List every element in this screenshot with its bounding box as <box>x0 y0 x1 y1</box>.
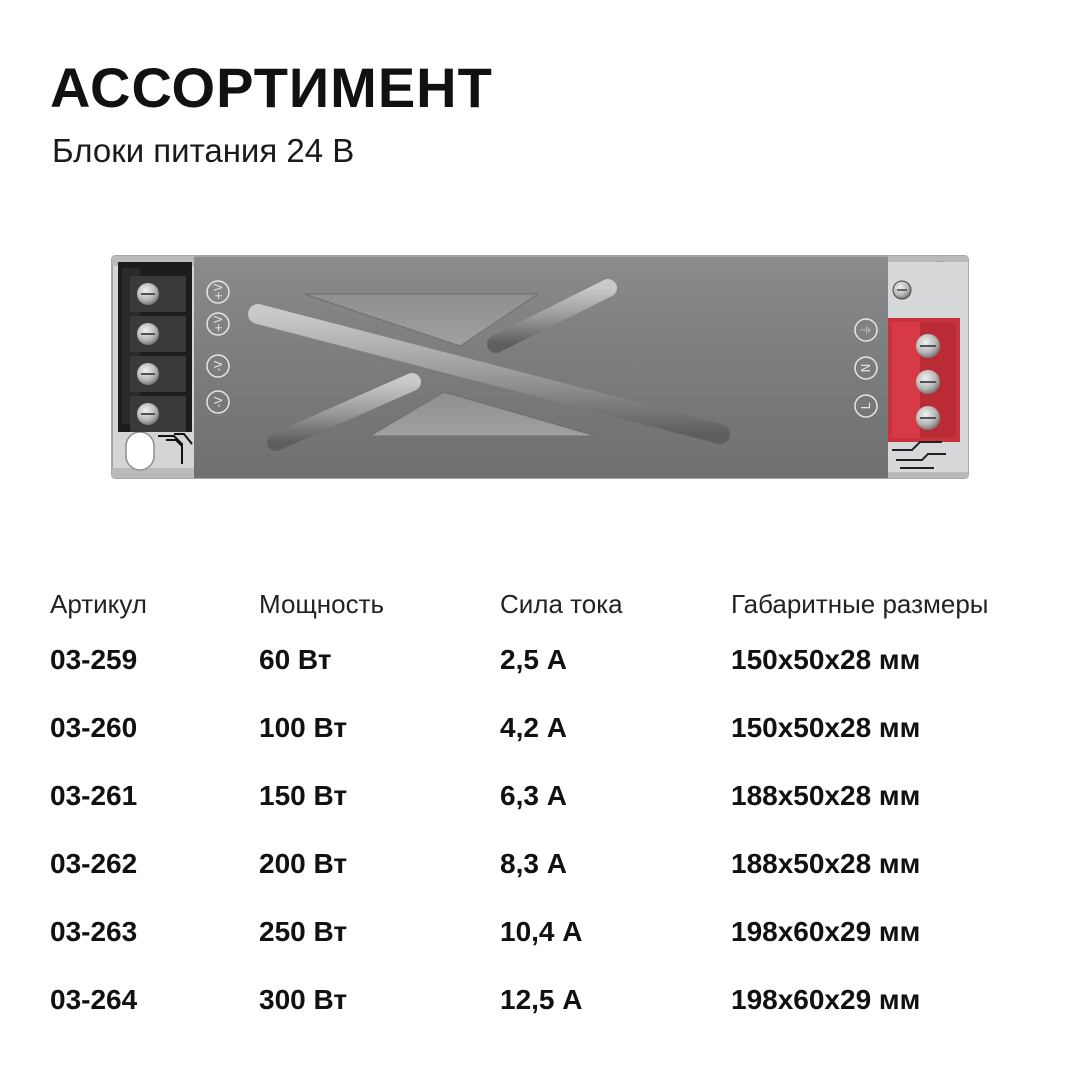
cell-current: 10,4 А <box>500 916 583 947</box>
power-supply-image <box>108 250 972 482</box>
terminal-label: L <box>859 402 873 410</box>
table-row <box>50 844 1050 912</box>
terminal-label: -V <box>212 396 225 408</box>
terminal-label: N <box>859 363 873 373</box>
cell-dimensions: 198х60х29 мм <box>731 984 921 1015</box>
cell-current: 6,3 А <box>500 780 567 811</box>
header-power: Мощность <box>259 589 385 619</box>
cell-power: 250 Вт <box>259 916 348 947</box>
table-row <box>50 980 1050 1048</box>
cell-current: 12,5 А <box>500 984 583 1015</box>
page-subtitle: Блоки питания 24 В <box>52 132 355 169</box>
cell-article: 03-260 <box>50 712 138 743</box>
table-row <box>50 776 1050 844</box>
page-title: АССОРТИМЕНТ <box>50 56 493 119</box>
cell-dimensions: 188х50х28 мм <box>731 848 921 879</box>
cell-current: 2,5 А <box>500 644 567 675</box>
cell-article: 03-264 <box>50 984 138 1015</box>
cell-article: 03-263 <box>50 916 138 947</box>
cell-dimensions: 150х50х28 мм <box>731 712 921 743</box>
table-body <box>50 640 1050 1048</box>
cell-article: 03-262 <box>50 848 138 879</box>
table-row <box>50 912 1050 980</box>
specs-table <box>50 584 1050 1048</box>
terminal-label: -V <box>212 360 225 372</box>
cell-power: 150 Вт <box>259 780 348 811</box>
header-dimensions: Габаритные размеры <box>731 589 989 619</box>
terminal-label: +V <box>212 315 225 333</box>
cell-dimensions: 198х60х29 мм <box>731 916 921 947</box>
cell-current: 4,2 А <box>500 712 567 743</box>
cell-power: 300 Вт <box>259 984 348 1015</box>
terminal-label: ⏚ <box>859 323 873 337</box>
terminal-label: +V <box>212 283 225 301</box>
header-current: Сила тока <box>500 589 623 619</box>
cell-dimensions: 150х50х28 мм <box>731 644 921 675</box>
table-header-row <box>50 584 1050 640</box>
cell-article: 03-261 <box>50 780 138 811</box>
cell-current: 8,3 А <box>500 848 567 879</box>
table-row <box>50 640 1050 708</box>
cell-power: 100 Вт <box>259 712 348 743</box>
cell-power: 200 Вт <box>259 848 348 879</box>
table-row <box>50 708 1050 776</box>
header-article: Артикул <box>50 589 147 619</box>
cell-power: 60 Вт <box>259 644 332 675</box>
cell-article: 03-259 <box>50 644 138 675</box>
cell-dimensions: 188х50х28 мм <box>731 780 921 811</box>
